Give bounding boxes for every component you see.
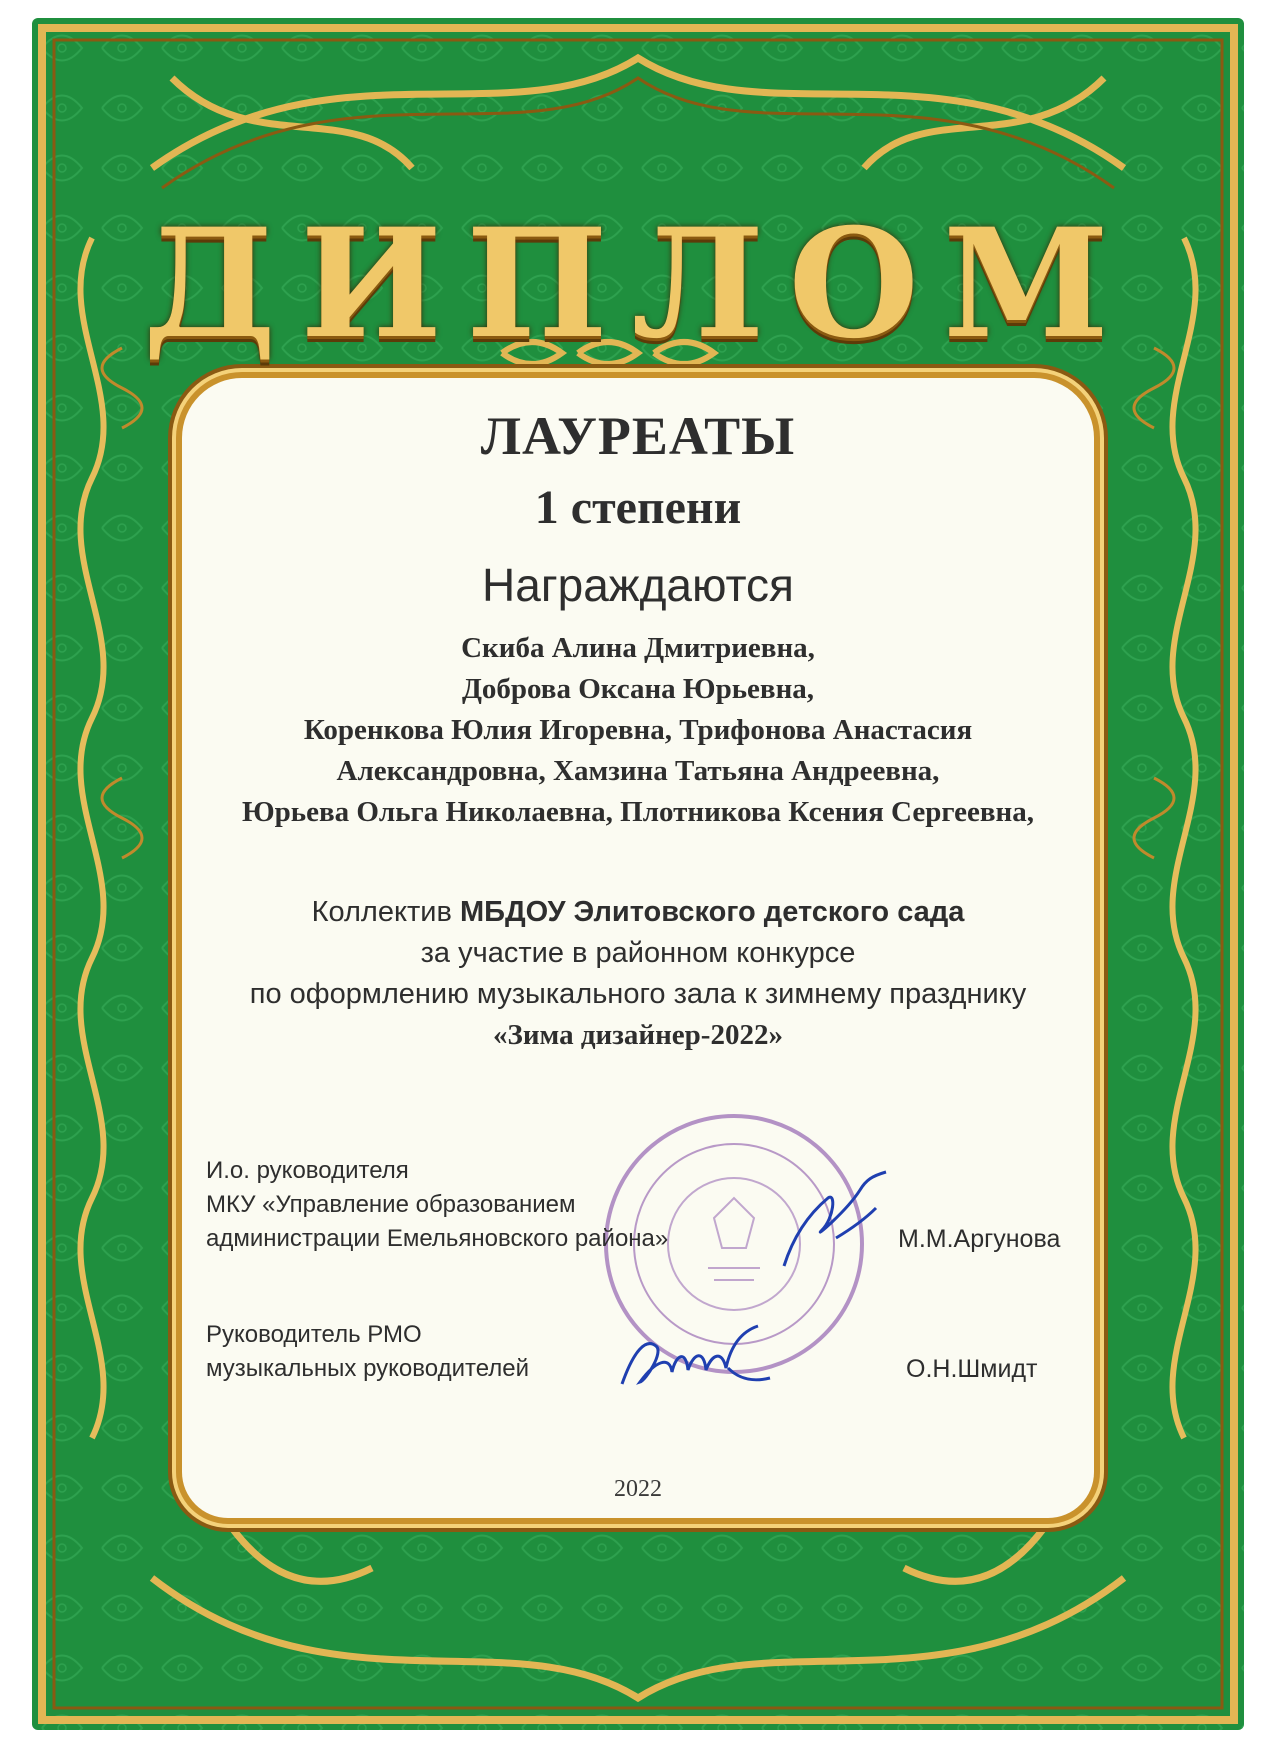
recipient-line: Коренкова Юлия Игоревна, Трифонова Анастасия [303, 714, 973, 746]
decoration-line: по оформлению музыкального зала к зимнему празднику [249, 978, 1027, 1010]
signatory2-title [206, 1318, 529, 1386]
degree-heading: 1 степени [534, 481, 742, 534]
signature-argunova [776, 1168, 896, 1278]
recipient-line: Скиба Алина Дмитриевна, [461, 632, 815, 664]
signatory2-name: О.Н.Шмидт [906, 1355, 1038, 1383]
diploma-title: ДИПЛОМ [142, 196, 1134, 372]
recipient-line: Юрьева Ольга Николаевна, Плотникова Ксения Сергеевна, [241, 796, 1035, 828]
contest-name: «Зима дизайнер-2022» [493, 1019, 783, 1051]
participation-line: за участие в районном конкурсе [420, 937, 856, 969]
collective-prefix: Коллектив [311, 896, 452, 928]
diploma-year: 2022 [614, 1476, 662, 1502]
signatory1-name: М.М.Аргунова [898, 1225, 1061, 1253]
recipient-line: Александровна, Хамзина Татьяна Андреевна, [336, 755, 940, 787]
recipient-line: Доброва Оксана Юрьевна, [461, 673, 815, 705]
signature-shmidt [616, 1320, 776, 1400]
signatory1-line3: администрации Емельяновского района» [206, 1225, 669, 1252]
collective-line [160, 892, 1116, 933]
signatory1-line2: МКУ «Управление образованием [206, 1191, 576, 1218]
signatory1-title [206, 1154, 668, 1256]
signatory1-line1: И.о. руководителя [206, 1157, 409, 1184]
signatory2-line1: Руководитель РМО [206, 1321, 422, 1348]
recipient-names [180, 628, 1096, 833]
collective-block [160, 892, 1116, 1056]
signatory2-line2: музыкальных руководителей [206, 1355, 530, 1382]
awarded-heading: Награждаются [482, 559, 794, 611]
laureates-heading: ЛАУРЕАТЫ [480, 406, 796, 466]
collective-name: МБДОУ Элитовского детского сада [459, 896, 965, 928]
